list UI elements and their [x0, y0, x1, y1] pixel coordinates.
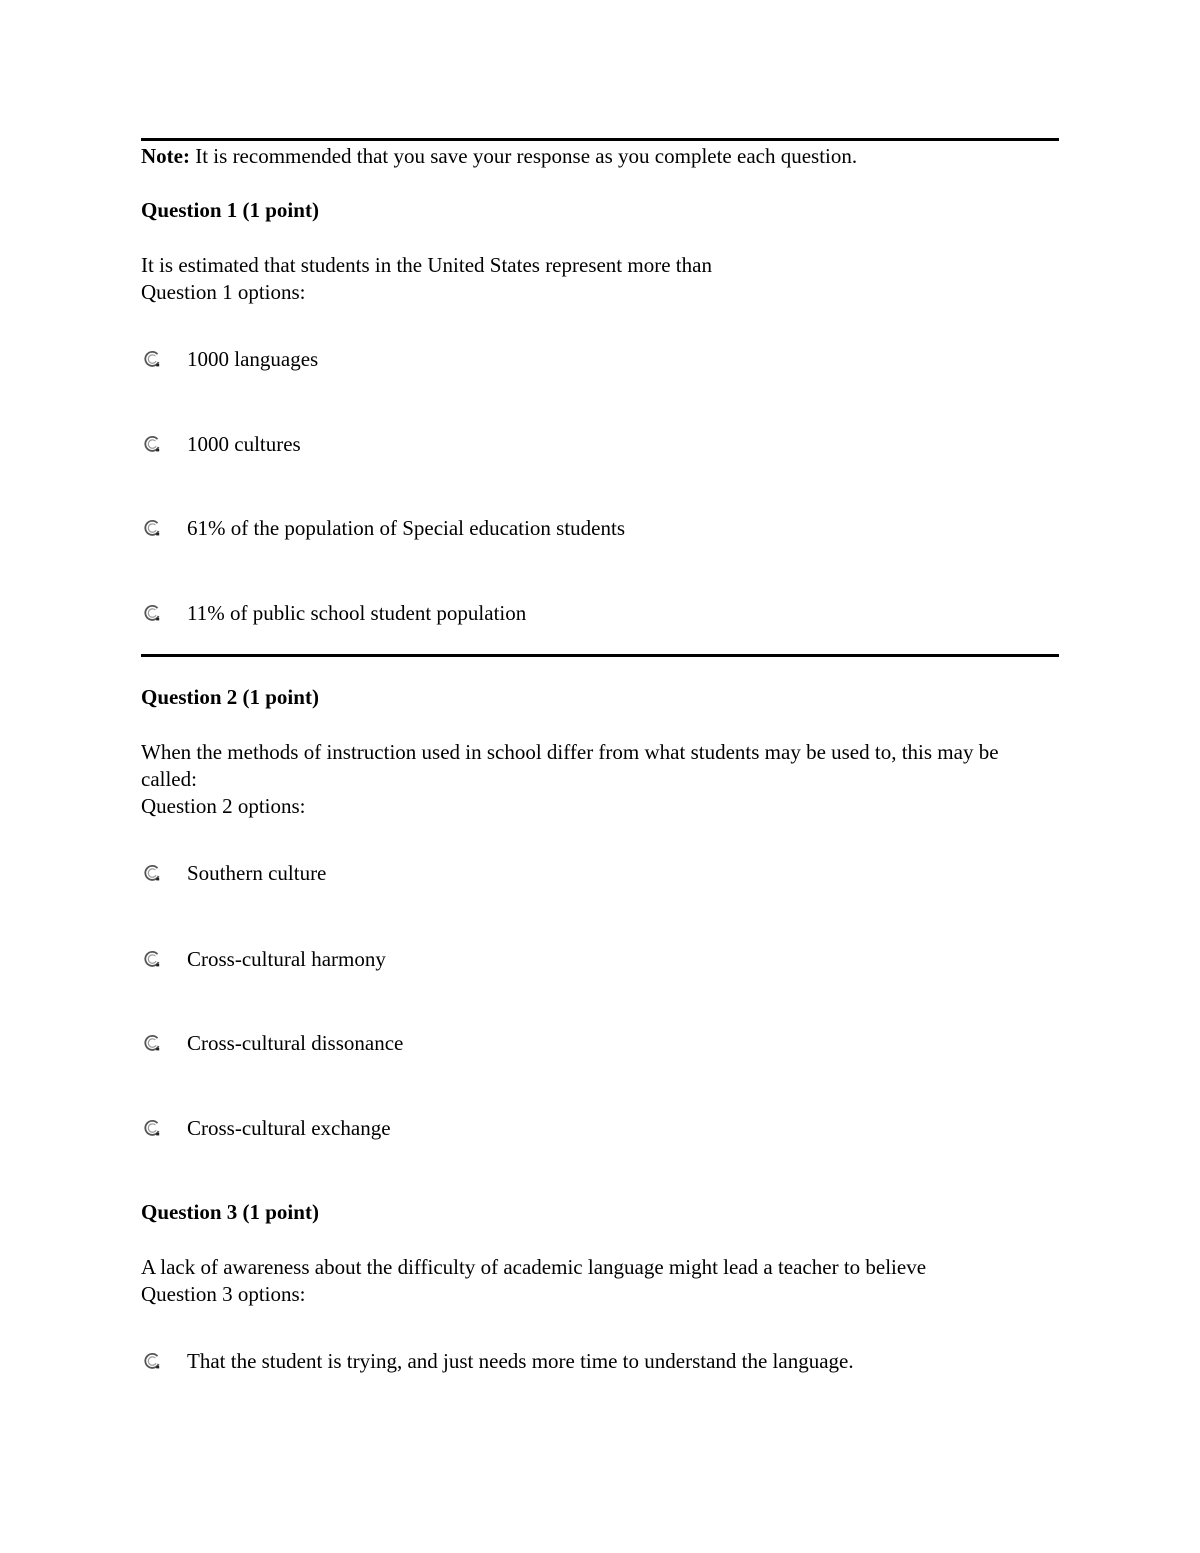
question-1-option-4[interactable] [143, 599, 526, 627]
note-text: It is recommended that you save your response as you complete each question. [189, 144, 858, 168]
question-2-heading: Question 2 (1 point) [141, 685, 319, 709]
radio-button-icon[interactable] [143, 1119, 161, 1137]
question-1-option-3[interactable] [143, 514, 625, 542]
radio-button-icon[interactable] [143, 519, 161, 537]
radio-button-icon[interactable] [143, 1352, 161, 1370]
option-label: 11% of public school student population [187, 600, 527, 625]
question-3-heading: Question 3 (1 point) [141, 1200, 319, 1224]
question-1-heading: Question 1 (1 point) [141, 198, 319, 222]
option-label: Cross-cultural harmony [187, 946, 386, 971]
question-1-prompt: It is estimated that students in the United States represent more than [141, 253, 712, 277]
question-divider [141, 654, 1059, 657]
option-label: Cross-cultural exchange [187, 1115, 391, 1140]
radio-button-icon[interactable] [143, 604, 161, 622]
radio-button-icon[interactable] [143, 350, 161, 368]
option-label: 1000 cultures [187, 431, 301, 456]
question-2-option-1[interactable] [143, 859, 326, 887]
radio-button-icon[interactable] [143, 435, 161, 453]
option-label: 1000 languages [187, 346, 319, 371]
option-label: 61% of the population of Special education students [187, 515, 625, 540]
note-line [141, 143, 857, 170]
question-3-prompt: A lack of awareness about the difficulty of academic language might lead a teacher to believe [141, 1255, 927, 1279]
question-1-option-1[interactable] [143, 345, 318, 373]
radio-button-icon[interactable] [143, 864, 161, 882]
radio-button-icon[interactable] [143, 950, 161, 968]
option-label: Southern culture [187, 860, 327, 885]
option-label: That the student is trying, and just needs more time to understand the language. [187, 1348, 854, 1373]
top-divider [141, 138, 1059, 141]
option-label: Cross-cultural dissonance [187, 1030, 404, 1055]
question-3-option-1[interactable] [143, 1347, 854, 1375]
question-2-options-label: Question 2 options: [141, 794, 306, 818]
question-2-option-3[interactable] [143, 1029, 403, 1057]
question-2-option-2[interactable] [143, 945, 386, 973]
question-2-prompt: When the methods of instruction used in school differ from what students may be used to, this may be called: [141, 740, 999, 791]
radio-button-icon[interactable] [143, 1034, 161, 1052]
note-label: Note: [141, 144, 190, 168]
question-3-options-label: Question 3 options: [141, 1282, 306, 1306]
question-1-option-2[interactable] [143, 430, 301, 458]
question-1-options-label: Question 1 options: [141, 280, 306, 304]
question-2-option-4[interactable] [143, 1114, 391, 1142]
